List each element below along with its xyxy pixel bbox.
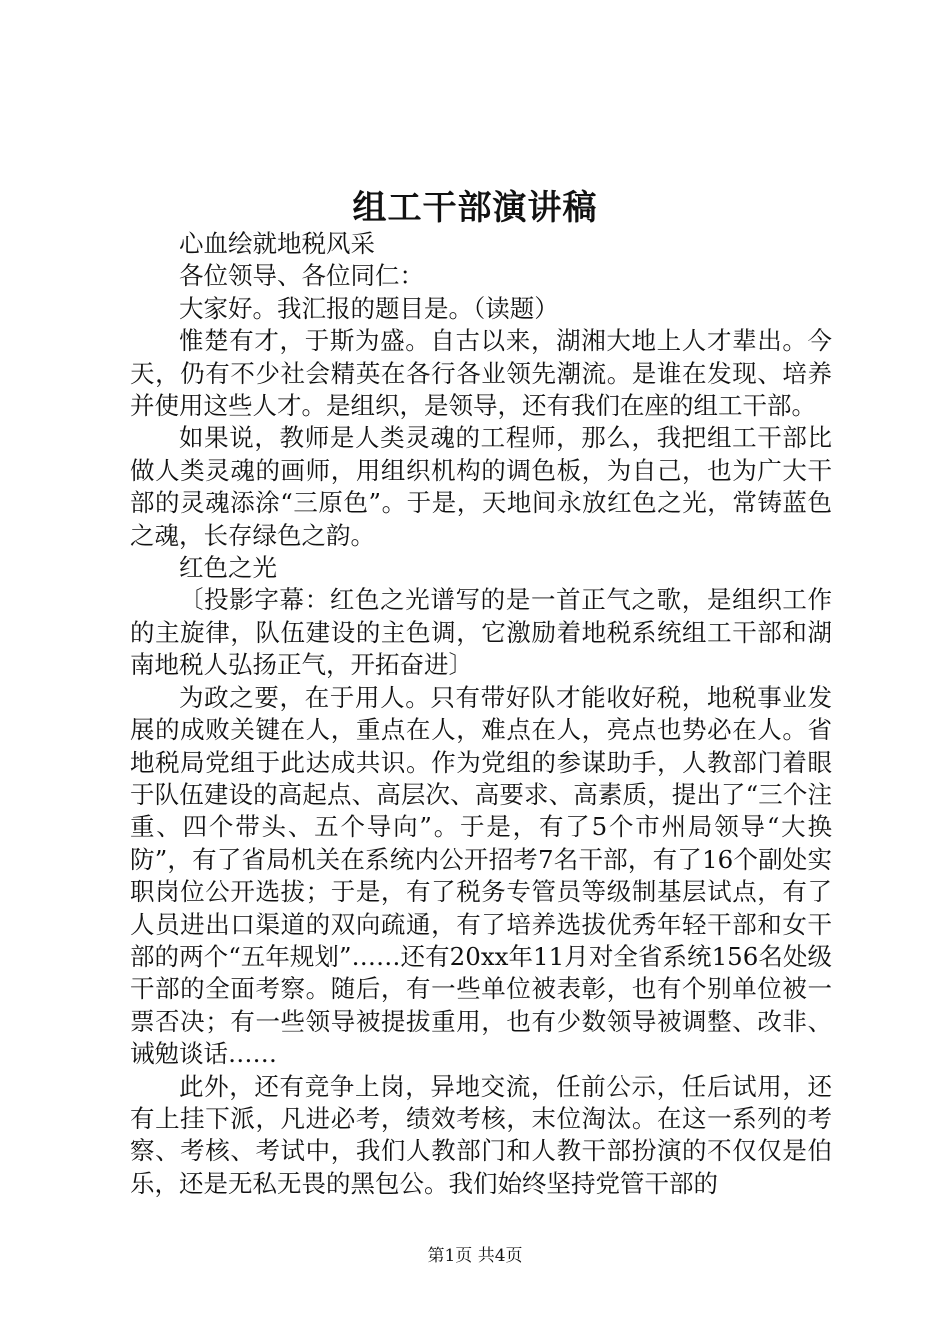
body-paragraph: 惟楚有才，于斯为盛。自古以来，湖湘大地上人才辈出。今天，仍有不少社会精英在各行各业领先潮流。是谁在发现、培养并使用这些人才。是组织，是领导，还有我们在座的组工干部。: [130, 326, 832, 421]
speech-subtitle: 心血绘就地税风采: [179, 229, 375, 258]
body-paragraph: 为政之要，在于用人。只有带好队才能收好税，地税事业发展的成败关键在人，重点在人，难点在人，亮点也势必在人。省地税局党组于此达成共识。作为党组的参谋助手，人教部门着眼于队伍建设的高起点、高层次、高要求、高素质，提出了“三个注重、四个带头、五个导向”。于是，有了5个市州局领导“大换防”，有了省局机关在系统内公开招考7名干部，有了16个副处实职岗位公开选拔；于是，有了税务专管员等级制基层试点，有了人员进出口渠道的双向疏通，有了培养选拔优秀年轻干部和女干部的两个“五年规划”……还有20xx年11月对全省系统156名处级干部的全面考察。随后，有一些单位被表彰，也有个别单位被一票否决；有一些领导被提拔重用，也有少数领导被调整、改非、诫勉谈话……: [130, 682, 832, 1069]
salutation: 各位领导、各位同仁：: [179, 261, 424, 291]
greeting-paragraph: 大家好。我汇报的题目是。（读题）: [179, 293, 559, 323]
section-heading: 红色之光: [179, 553, 277, 583]
body-paragraph: 如果说，教师是人类灵魂的工程师，那么，我把组工干部比做人类灵魂的画师，用组织机构的调色板，为自己，也为广大干部的灵魂添涂“三原色”。于是，天地间永放红色之光，常铸蓝色之魂，长存绿色之韵。: [130, 423, 832, 550]
projection-caption: 〔投影字幕：红色之光谱写的是一首正气之歌，是组织工作的主旋律，队伍建设的主色调，它激励着地税系统组工干部和湖南地税人弘扬正气，开拓奋进〕: [130, 585, 832, 680]
document-title: 组工干部演讲稿: [352, 188, 598, 228]
page-number-footer: 第1页 共4页: [427, 1246, 523, 1266]
body-paragraph: 此外，还有竞争上岗，异地交流，任前公示，任后试用，还有上挂下派，凡进必考，绩效考核，末位淘汰。在这一系列的考察、考核、考试中，我们人教部门和人教干部扮演的不仅仅是伯乐，还是无私无畏的黑包公。我们始终坚持党管干部的: [130, 1071, 832, 1198]
document-body: [130, 228, 832, 1200]
